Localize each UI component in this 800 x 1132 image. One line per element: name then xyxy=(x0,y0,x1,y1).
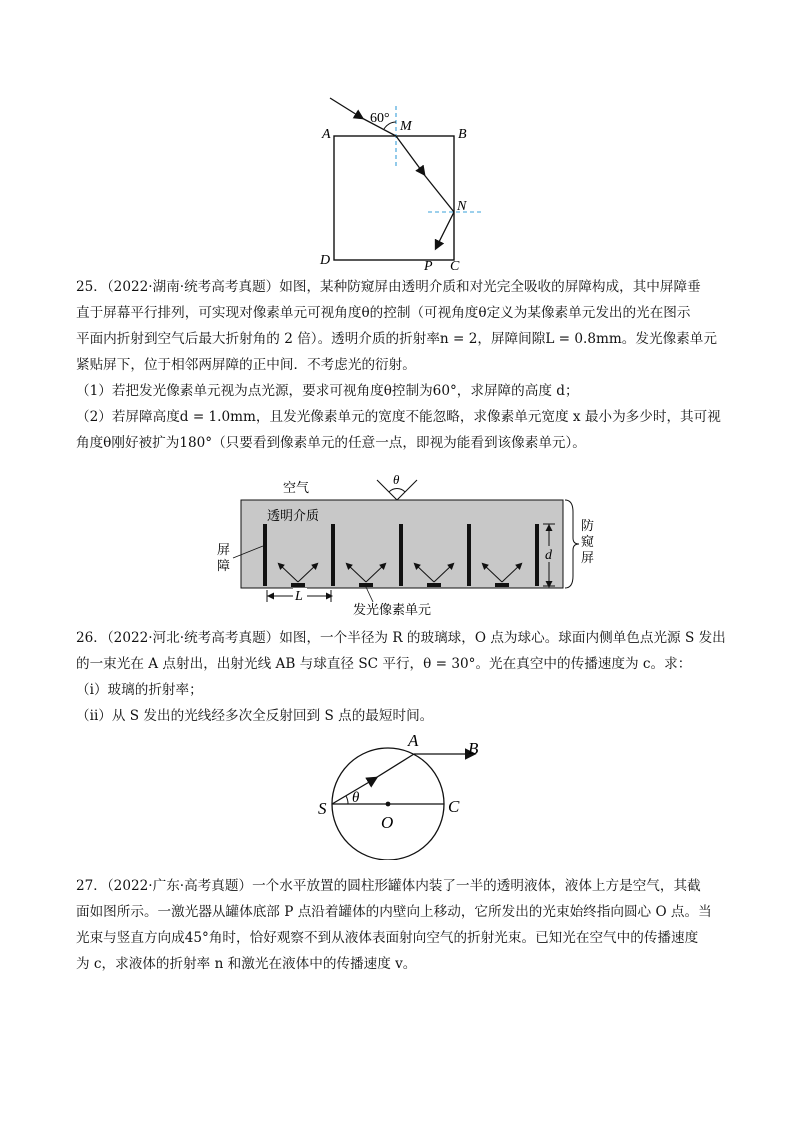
q26-line: （i）玻璃的折射率； xyxy=(76,682,203,698)
q25-line: 直于屏幕平行排列，可实现对像素单元可视角度θ的控制（可视角度θ定义为某像素单元发出的光在图示 xyxy=(76,305,691,321)
screen-label: 窥 xyxy=(581,535,595,550)
screen-brace xyxy=(565,500,579,588)
screen-label: 防 xyxy=(581,519,595,534)
reflected-ray xyxy=(436,212,454,248)
label-d: D xyxy=(320,253,331,268)
q25-line: 25．（2022·湖南·统考高考真题）如图，某种防窥屏由透明介质和对光完全吸收的屏障构成，其中屏障垂 xyxy=(76,279,701,295)
refracted-ray xyxy=(396,136,424,174)
q27-line: 面如图所示。一激光器从罐体底部 P 点沿着罐体的内壁向上移动，它所发出的光束始终指向圆心 O 点。当 xyxy=(76,904,712,920)
label-b: B xyxy=(458,127,467,142)
pixel-unit xyxy=(495,583,509,587)
refracted-ray-end xyxy=(422,172,454,212)
pixel-unit xyxy=(427,583,441,587)
figure-glass-sphere xyxy=(312,724,512,860)
center-o xyxy=(386,802,391,807)
q25-line: 角度θ刚好被扩为180°（只要看到像素单元的任意一点，即视为能看到该像素单元）。 xyxy=(76,435,586,451)
theta-label: θ xyxy=(352,790,360,806)
pixel-unit xyxy=(291,583,305,587)
question-27 xyxy=(76,873,736,977)
label-c: C xyxy=(448,797,460,816)
prism-square xyxy=(334,136,454,260)
label-o: O xyxy=(381,813,394,832)
q27-line: 为 c，求液体的折射率 n 和激光在液体中的传播速度 v。 xyxy=(76,956,417,972)
label-n: N xyxy=(457,199,467,214)
d-label: d xyxy=(545,548,552,563)
q26-line: 的一束光在 A 点射出，出射光线 AB 与球直径 SC 平行，θ = 30°。光在真空中的传播速度为 c。求： xyxy=(76,656,692,672)
q25-line: 平面内折射到空气后最大折射角的 2 倍）。透明介质的折射率n = 2，屏障间隙L = 0.8mm。发光像素单元 xyxy=(76,331,717,347)
barrier-label: 屏 xyxy=(217,543,231,558)
barrier xyxy=(467,524,471,586)
q27-line: 光束与竖直方向成45°角时，恰好观察不到从液体表面射向空气的折射光束。已知光在空气中的传播速度 xyxy=(76,930,699,946)
label-c: C xyxy=(450,259,460,273)
label-b: B xyxy=(468,739,479,758)
label-a: A xyxy=(408,731,419,750)
theta-arc xyxy=(346,796,348,804)
label-p: P xyxy=(424,259,433,273)
incident-ray xyxy=(330,98,362,118)
angle-label: 60° xyxy=(370,111,390,126)
barrier-label: 障 xyxy=(217,559,231,574)
barrier xyxy=(535,524,539,586)
view-line-right xyxy=(397,480,417,500)
figure-privacy-screen xyxy=(205,468,600,618)
pixel-label: 发光像素单元 xyxy=(353,603,432,618)
question-26 xyxy=(76,625,736,729)
q25-line: 紧贴屏下，位于相邻两屏障的正中间．不考虑光的衍射。 xyxy=(76,357,416,373)
pixel-unit xyxy=(359,583,373,587)
screen-label: 屏 xyxy=(581,551,595,566)
label-a: A xyxy=(322,127,331,142)
barrier xyxy=(331,524,335,586)
ray-sa-end xyxy=(374,754,414,779)
air-label: 空气 xyxy=(283,481,310,496)
l-label: L xyxy=(295,589,303,604)
q26-line: （ii）从 S 发出的光线经多次全反射回到 S 点的最短时间。 xyxy=(76,708,434,724)
theta-label: θ xyxy=(393,472,400,487)
question-25 xyxy=(76,274,736,456)
q25-line: （2）若屏障高度d = 1.0mm，且发光像素单元的宽度不能忽略，求像素单元宽度 x 最小为多少时，其可视 xyxy=(76,409,721,425)
q25-line: （1）若把发光像素单元视为点光源，要求可视角度θ控制为60°，求屏障的高度 d； xyxy=(76,383,579,399)
q26-line: 26．（2022·河北·统考高考真题）如图，一个半径为 R 的玻璃球，O 点为球心。球面内侧单色点光源 S 发出 xyxy=(76,630,726,646)
medium-label: 透明介质 xyxy=(267,509,320,524)
pixel-pointer xyxy=(366,587,373,602)
label-s: S xyxy=(318,799,327,818)
label-m: M xyxy=(400,119,412,134)
figure-prism xyxy=(300,88,500,273)
view-arc xyxy=(389,489,405,492)
q27-line: 27．（2022·广东·高考真题）一个水平放置的圆柱形罐体内装了一半的透明液体，液体上方是空气，其截 xyxy=(76,878,701,894)
barrier xyxy=(399,524,403,586)
barrier xyxy=(263,524,267,586)
